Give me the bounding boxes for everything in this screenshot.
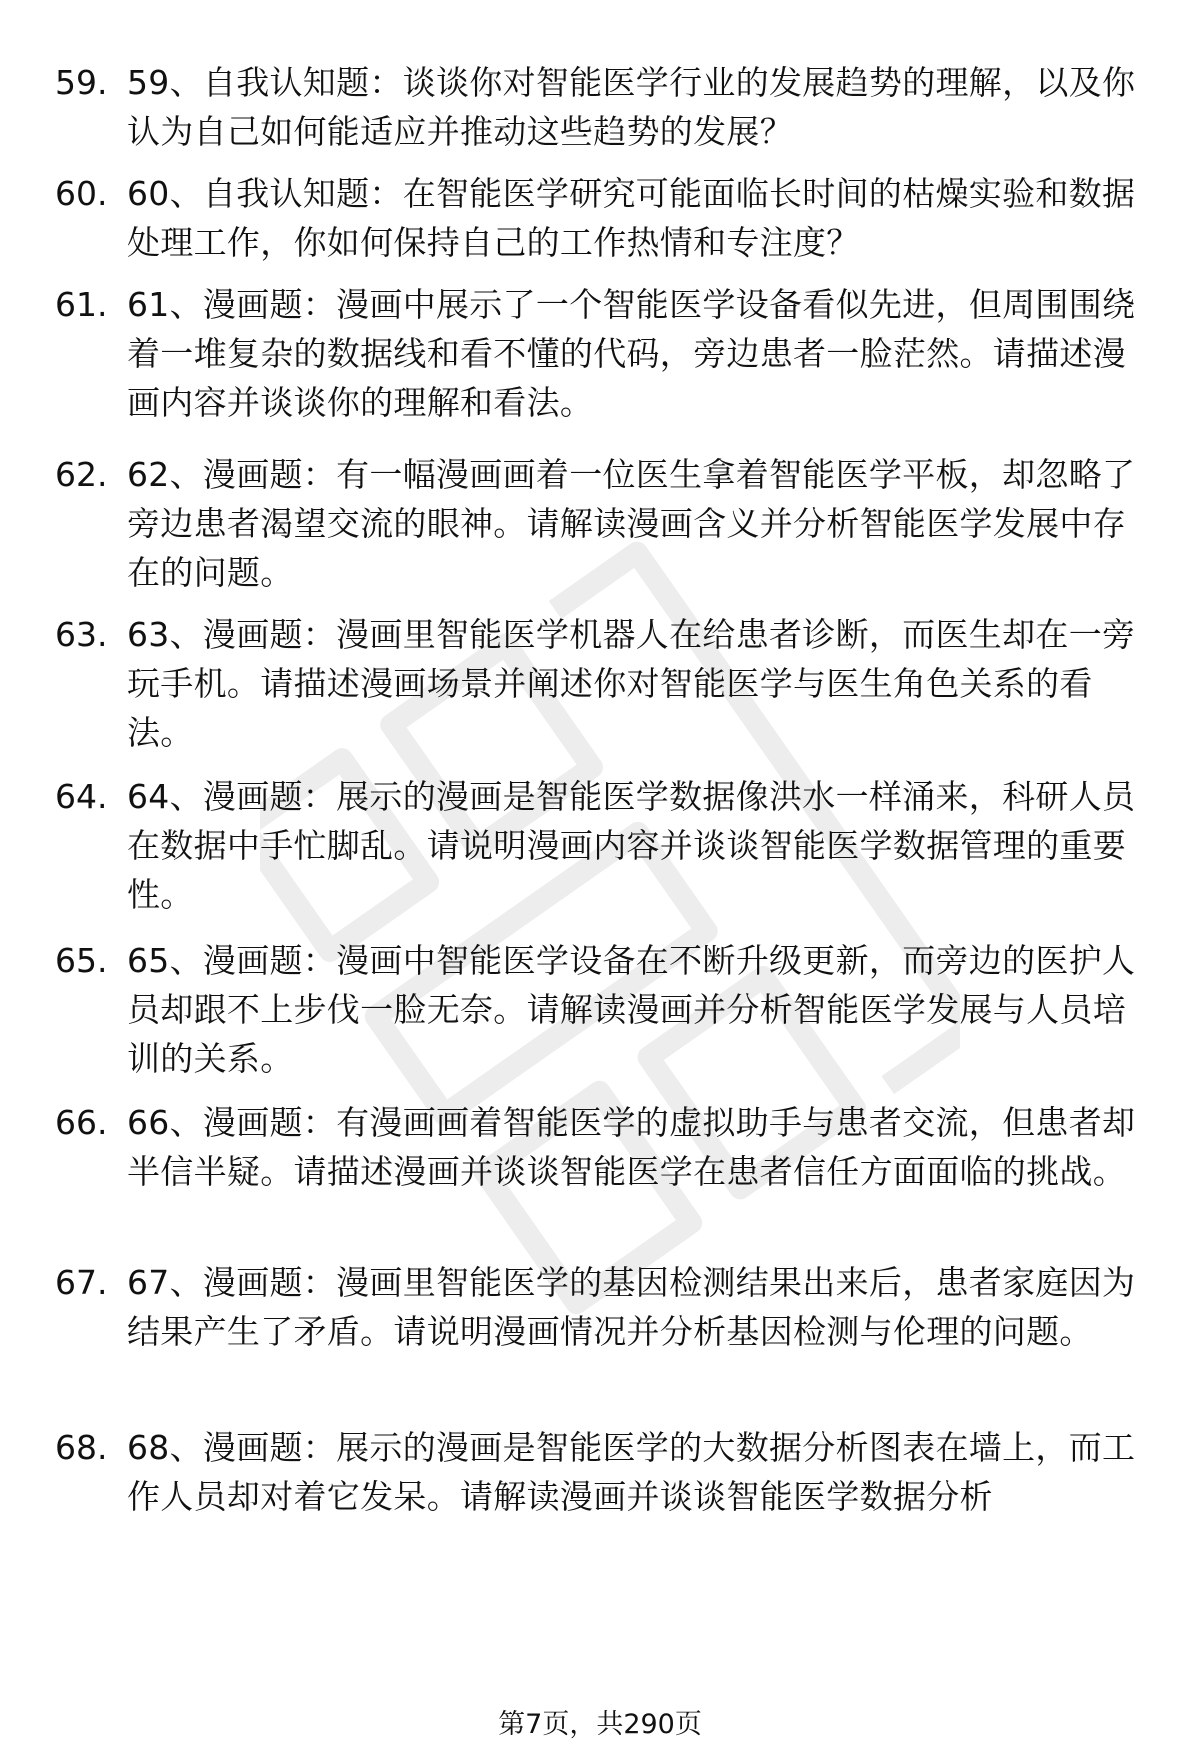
question-number: 66. (55, 1103, 108, 1142)
question-item (55, 1423, 1155, 1521)
question-number: 61. (55, 285, 108, 324)
question-number: 63. (55, 615, 108, 654)
question-text: 66、漫画题：有漫画画着智能医学的虚拟助手与患者交流，但患者却半信半疑。请描述漫画并谈谈智能医学在患者信任方面面临的挑战。 (127, 1103, 1136, 1191)
page-footer: 第7页，共290页 (498, 1709, 702, 1740)
question-item (55, 280, 1155, 427)
question-text: 60、自我认知题：在智能医学研究可能面临长时间的枯燥实验和数据处理工作，你如何保持自己的工作热情和专注度？ (127, 174, 1136, 262)
question-text: 64、漫画题：展示的漫画是智能医学数据像洪水一样涌来，科研人员在数据中手忙脚乱。请说明漫画内容并谈谈智能医学数据管理的重要性。 (127, 777, 1136, 914)
question-number: 67. (55, 1263, 108, 1302)
question-number: 64. (55, 777, 108, 816)
question-text: 63、漫画题：漫画里智能医学机器人在给患者诊断，而医生却在一旁玩手机。请描述漫画场景并阐述你对智能医学与医生角色关系的看法。 (127, 615, 1136, 752)
question-text: 59、自我认知题：谈谈你对智能医学行业的发展趋势的理解，以及你认为自己如何能适应并推动这些趋势的发展？ (127, 63, 1136, 151)
question-item (55, 936, 1155, 1083)
question-text: 62、漫画题：有一幅漫画画着一位医生拿着智能医学平板，却忽略了旁边患者渴望交流的眼神。请解读漫画含义并分析智能医学发展中存在的问题。 (127, 455, 1136, 592)
question-item (55, 169, 1155, 267)
question-item (55, 610, 1155, 757)
question-item (55, 58, 1155, 156)
question-item (55, 1258, 1155, 1356)
question-number: 65. (55, 941, 108, 980)
question-text: 61、漫画题：漫画中展示了一个智能医学设备看似先进，但周围围绕着一堆复杂的数据线和看不懂的代码，旁边患者一脸茫然。请描述漫画内容并谈谈你的理解和看法。 (127, 285, 1136, 422)
question-text: 65、漫画题：漫画中智能医学设备在不断升级更新，而旁边的医护人员却跟不上步伐一脸无奈。请解读漫画并分析智能医学发展与人员培训的关系。 (127, 941, 1136, 1078)
question-number: 62. (55, 455, 108, 494)
question-text: 68、漫画题：展示的漫画是智能医学的大数据分析图表在墙上，而工作人员却对着它发呆。请解读漫画并谈谈智能医学数据分析 (127, 1428, 1136, 1516)
question-number: 60. (55, 174, 108, 213)
question-number: 68. (55, 1428, 108, 1467)
question-item (55, 450, 1155, 597)
question-item (55, 772, 1155, 919)
question-number: 59. (55, 63, 108, 102)
question-item (55, 1098, 1155, 1196)
question-text: 67、漫画题：漫画里智能医学的基因检测结果出来后，患者家庭因为结果产生了矛盾。请说明漫画情况并分析基因检测与伦理的问题。 (127, 1263, 1136, 1351)
